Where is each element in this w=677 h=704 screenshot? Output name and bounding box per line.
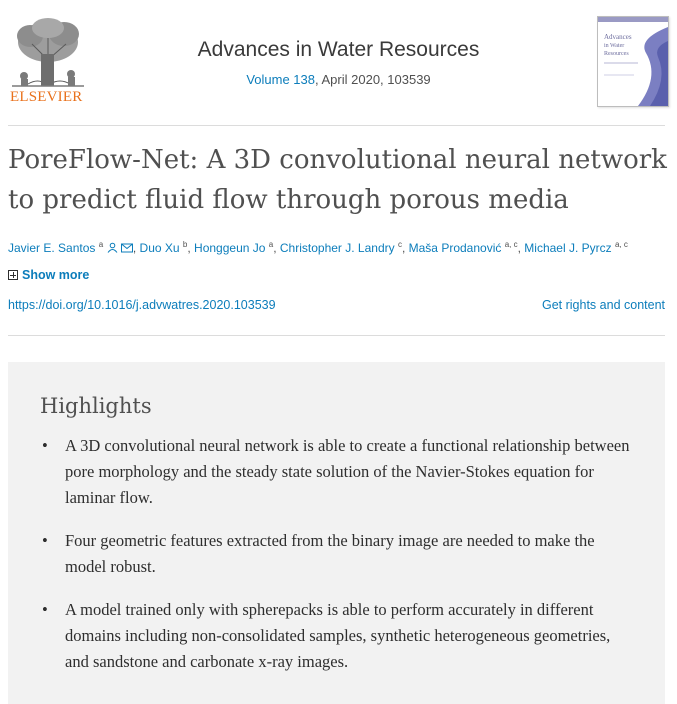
expand-plus-icon <box>8 270 18 280</box>
cover-line-2: in Water <box>604 43 625 49</box>
volume-link[interactable]: Volume 138 <box>246 72 315 87</box>
author-link[interactable]: Javier E. Santos <box>8 241 96 255</box>
author-affiliation: a <box>268 240 274 249</box>
author-link[interactable]: Duo Xu <box>139 241 180 255</box>
author-separator: , <box>401 241 409 255</box>
header-divider <box>8 125 665 126</box>
show-more-label: Show more <box>22 268 90 282</box>
author-link[interactable]: Honggeun Jo <box>194 241 266 255</box>
cover-line-1: Advances <box>604 33 632 41</box>
article-title: PoreFlow-Net: A 3D convolutional neural network to predict fluid flow through porous media <box>8 145 667 215</box>
journal-meta <box>0 72 677 87</box>
cover-line-3: Resources <box>604 51 629 57</box>
author-list <box>8 240 673 255</box>
publisher-name[interactable]: ELSEVIER <box>10 89 83 105</box>
author-separator: , <box>187 241 195 255</box>
author-link[interactable]: Christopher J. Landry <box>279 241 395 255</box>
highlight-item: • Four geometric features extracted from the binary image are needed to make the model robust. <box>42 528 632 580</box>
author-link[interactable]: Maša Prodanović <box>408 241 502 255</box>
author-affiliation: b <box>182 240 188 249</box>
highlights-list <box>42 433 632 692</box>
author-separator: , <box>517 241 525 255</box>
issue-info: , April 2020, 103539 <box>315 72 431 87</box>
highlights-heading: Highlights <box>40 394 152 418</box>
author-affiliation: a <box>98 240 104 249</box>
author-affiliation: a, c <box>614 240 628 249</box>
journal-cover-image[interactable] <box>597 16 669 107</box>
author-affiliation: c <box>397 240 402 249</box>
author-separator: , <box>273 241 280 255</box>
doi-link[interactable]: https://doi.org/10.1016/j.advwatres.2020.103539 <box>8 298 276 312</box>
email-icon[interactable] <box>121 243 133 253</box>
highlight-item: • A 3D convolutional neural network is able to create a functional relationship between pore morphology and the steady state solution of the Navier-Stokes equation for laminar flow. <box>42 433 632 511</box>
cover-art <box>598 17 668 106</box>
author-affiliation: a, c <box>504 240 518 249</box>
show-more-button[interactable] <box>8 268 89 282</box>
author-separator: , <box>132 241 140 255</box>
author-link[interactable]: Michael J. Pyrcz <box>524 241 612 255</box>
highlight-item: • A model trained only with spherepacks is able to perform accurately in different domains including non-consolidated samples, synthetic heterogeneous geometries, and sandstone and carbonate x-ray images. <box>42 597 632 675</box>
journal-title[interactable]: Advances in Water Resources <box>197 38 480 61</box>
person-icon[interactable] <box>107 242 118 253</box>
highlights-panel <box>8 362 665 704</box>
get-rights-link[interactable]: Get rights and content <box>542 298 665 312</box>
article-header-divider <box>8 335 665 336</box>
